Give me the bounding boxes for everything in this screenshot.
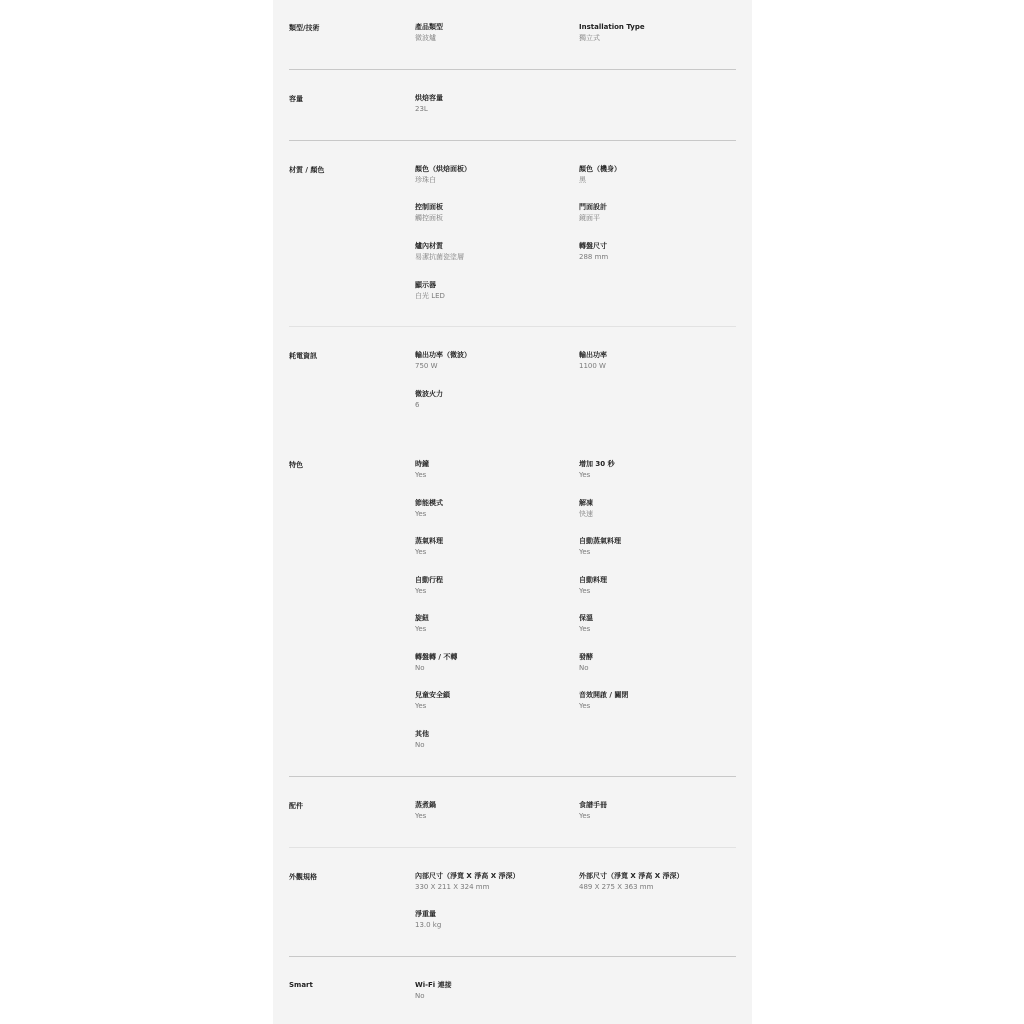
spec-value: 獨立式 [579, 34, 600, 42]
spec-label: 轉盤尺寸 [579, 242, 607, 250]
spec-item [415, 390, 565, 411]
spec-item [579, 351, 729, 372]
spec-item [579, 614, 729, 635]
spec-item [579, 203, 729, 224]
spec-label: 輸出功率（微波） [415, 351, 471, 359]
spec-value: 23L [415, 105, 428, 113]
spec-value: 珍珠白 [415, 176, 436, 184]
section-title: 類型/技術 [289, 24, 320, 32]
spec-item [415, 23, 565, 44]
spec-item [415, 910, 565, 931]
spec-item [579, 691, 729, 712]
spec-item [415, 537, 565, 558]
spec-label: 顯示器 [415, 281, 436, 289]
section-divider [289, 847, 736, 848]
spec-item [579, 499, 729, 520]
spec-label: 其他 [415, 730, 429, 738]
spec-item [415, 281, 565, 302]
spec-label: 發酵 [579, 653, 593, 661]
spec-item [579, 653, 729, 674]
spec-item [415, 165, 565, 186]
spec-value: Yes [415, 510, 427, 518]
spec-label: 兒童安全鎖 [415, 691, 450, 699]
spec-label: 門面設計 [579, 203, 607, 211]
spec-panel [273, 0, 752, 1024]
spec-label: 蒸煮鍋 [415, 801, 436, 809]
spec-label: 外部尺寸（淨寬 X 淨高 X 淨深） [579, 872, 684, 880]
spec-label: 控制面板 [415, 203, 443, 211]
spec-item [579, 872, 729, 893]
spec-label: 增加 30 秒 [579, 460, 615, 468]
spec-label: 自動行程 [415, 576, 443, 584]
spec-label: 音效開啟 / 關閉 [579, 691, 629, 699]
spec-item [415, 460, 565, 481]
spec-value: 330 X 211 X 324 mm [415, 883, 490, 891]
spec-item [415, 94, 565, 115]
section-divider [289, 140, 736, 141]
spec-item [415, 730, 565, 751]
spec-value: 鏡面平 [579, 214, 600, 222]
spec-value: 489 X 275 X 363 mm [579, 883, 654, 891]
section-divider [289, 956, 736, 957]
section-title: 配件 [289, 802, 303, 810]
spec-value: 750 W [415, 362, 438, 370]
spec-item [579, 576, 729, 597]
spec-item [415, 981, 565, 1002]
spec-label: 蒸氣料理 [415, 537, 443, 545]
spec-label: 顏色（烘焙面板） [415, 165, 471, 173]
spec-item [579, 537, 729, 558]
spec-label: 顏色（機身） [579, 165, 621, 173]
spec-item [415, 872, 565, 893]
spec-value: Yes [579, 548, 591, 556]
section-title: 耗電資訊 [289, 352, 317, 360]
spec-item [415, 351, 565, 372]
spec-label: 時鐘 [415, 460, 429, 468]
spec-label: 旋鈕 [415, 614, 429, 622]
spec-value: 白光 LED [415, 292, 445, 300]
spec-label: 內部尺寸（淨寬 X 淨高 X 淨深） [415, 872, 520, 880]
spec-item [415, 691, 565, 712]
section-divider [289, 69, 736, 70]
spec-label: 節能模式 [415, 499, 443, 507]
spec-value: 快速 [579, 510, 593, 518]
spec-item [579, 165, 729, 186]
spec-value: Yes [579, 587, 591, 595]
spec-value: 1100 W [579, 362, 606, 370]
spec-value: 黑 [579, 176, 586, 184]
spec-value: Yes [579, 625, 591, 633]
spec-label: 淨重量 [415, 910, 436, 918]
section-title: 外觀規格 [289, 873, 317, 881]
spec-item [415, 576, 565, 597]
spec-value: 易潔抗菌瓷塗層 [415, 253, 464, 261]
spec-label: 輸出功率 [579, 351, 607, 359]
spec-label: 解凍 [579, 499, 593, 507]
spec-value: 13.0 kg [415, 921, 442, 929]
spec-item [579, 801, 729, 822]
spec-label: 產品類型 [415, 23, 443, 31]
spec-item [415, 614, 565, 635]
section-title: 材質 / 顏色 [289, 166, 325, 174]
spec-value: No [415, 741, 425, 749]
spec-label: 微波火力 [415, 390, 443, 398]
spec-label: 爐內材質 [415, 242, 443, 250]
spec-value: No [415, 992, 425, 1000]
spec-value: No [579, 664, 589, 672]
spec-label: 食譜手冊 [579, 801, 607, 809]
section-divider [289, 326, 736, 327]
spec-value: 288 mm [579, 253, 609, 261]
spec-item [415, 653, 565, 674]
spec-value: Yes [579, 812, 591, 820]
spec-value: Yes [415, 471, 427, 479]
spec-value: Yes [415, 587, 427, 595]
spec-value: 微波爐 [415, 34, 436, 42]
spec-item [415, 801, 565, 822]
spec-label: Installation Type [579, 23, 645, 31]
spec-value: No [415, 664, 425, 672]
spec-label: 自動蒸氣料理 [579, 537, 621, 545]
spec-value: Yes [415, 625, 427, 633]
section-divider [289, 776, 736, 777]
spec-item [415, 203, 565, 224]
spec-item [579, 242, 729, 263]
spec-value: 觸控面板 [415, 214, 443, 222]
spec-item [579, 460, 729, 481]
spec-item [415, 242, 565, 263]
section-title: Smart [289, 981, 313, 989]
spec-value: 6 [415, 401, 420, 409]
spec-value: Yes [415, 548, 427, 556]
spec-item [579, 23, 729, 44]
spec-label: 保溫 [579, 614, 593, 622]
spec-label: 烘焙容量 [415, 94, 443, 102]
spec-value: Yes [579, 471, 591, 479]
section-title: 容量 [289, 95, 303, 103]
spec-label: 自動料理 [579, 576, 607, 584]
spec-value: Yes [579, 702, 591, 710]
spec-value: Yes [415, 812, 427, 820]
spec-item [415, 499, 565, 520]
section-title: 特色 [289, 461, 303, 469]
spec-label: Wi-Fi 連接 [415, 981, 452, 989]
spec-value: Yes [415, 702, 427, 710]
spec-label: 轉盤轉 / 不轉 [415, 653, 458, 661]
